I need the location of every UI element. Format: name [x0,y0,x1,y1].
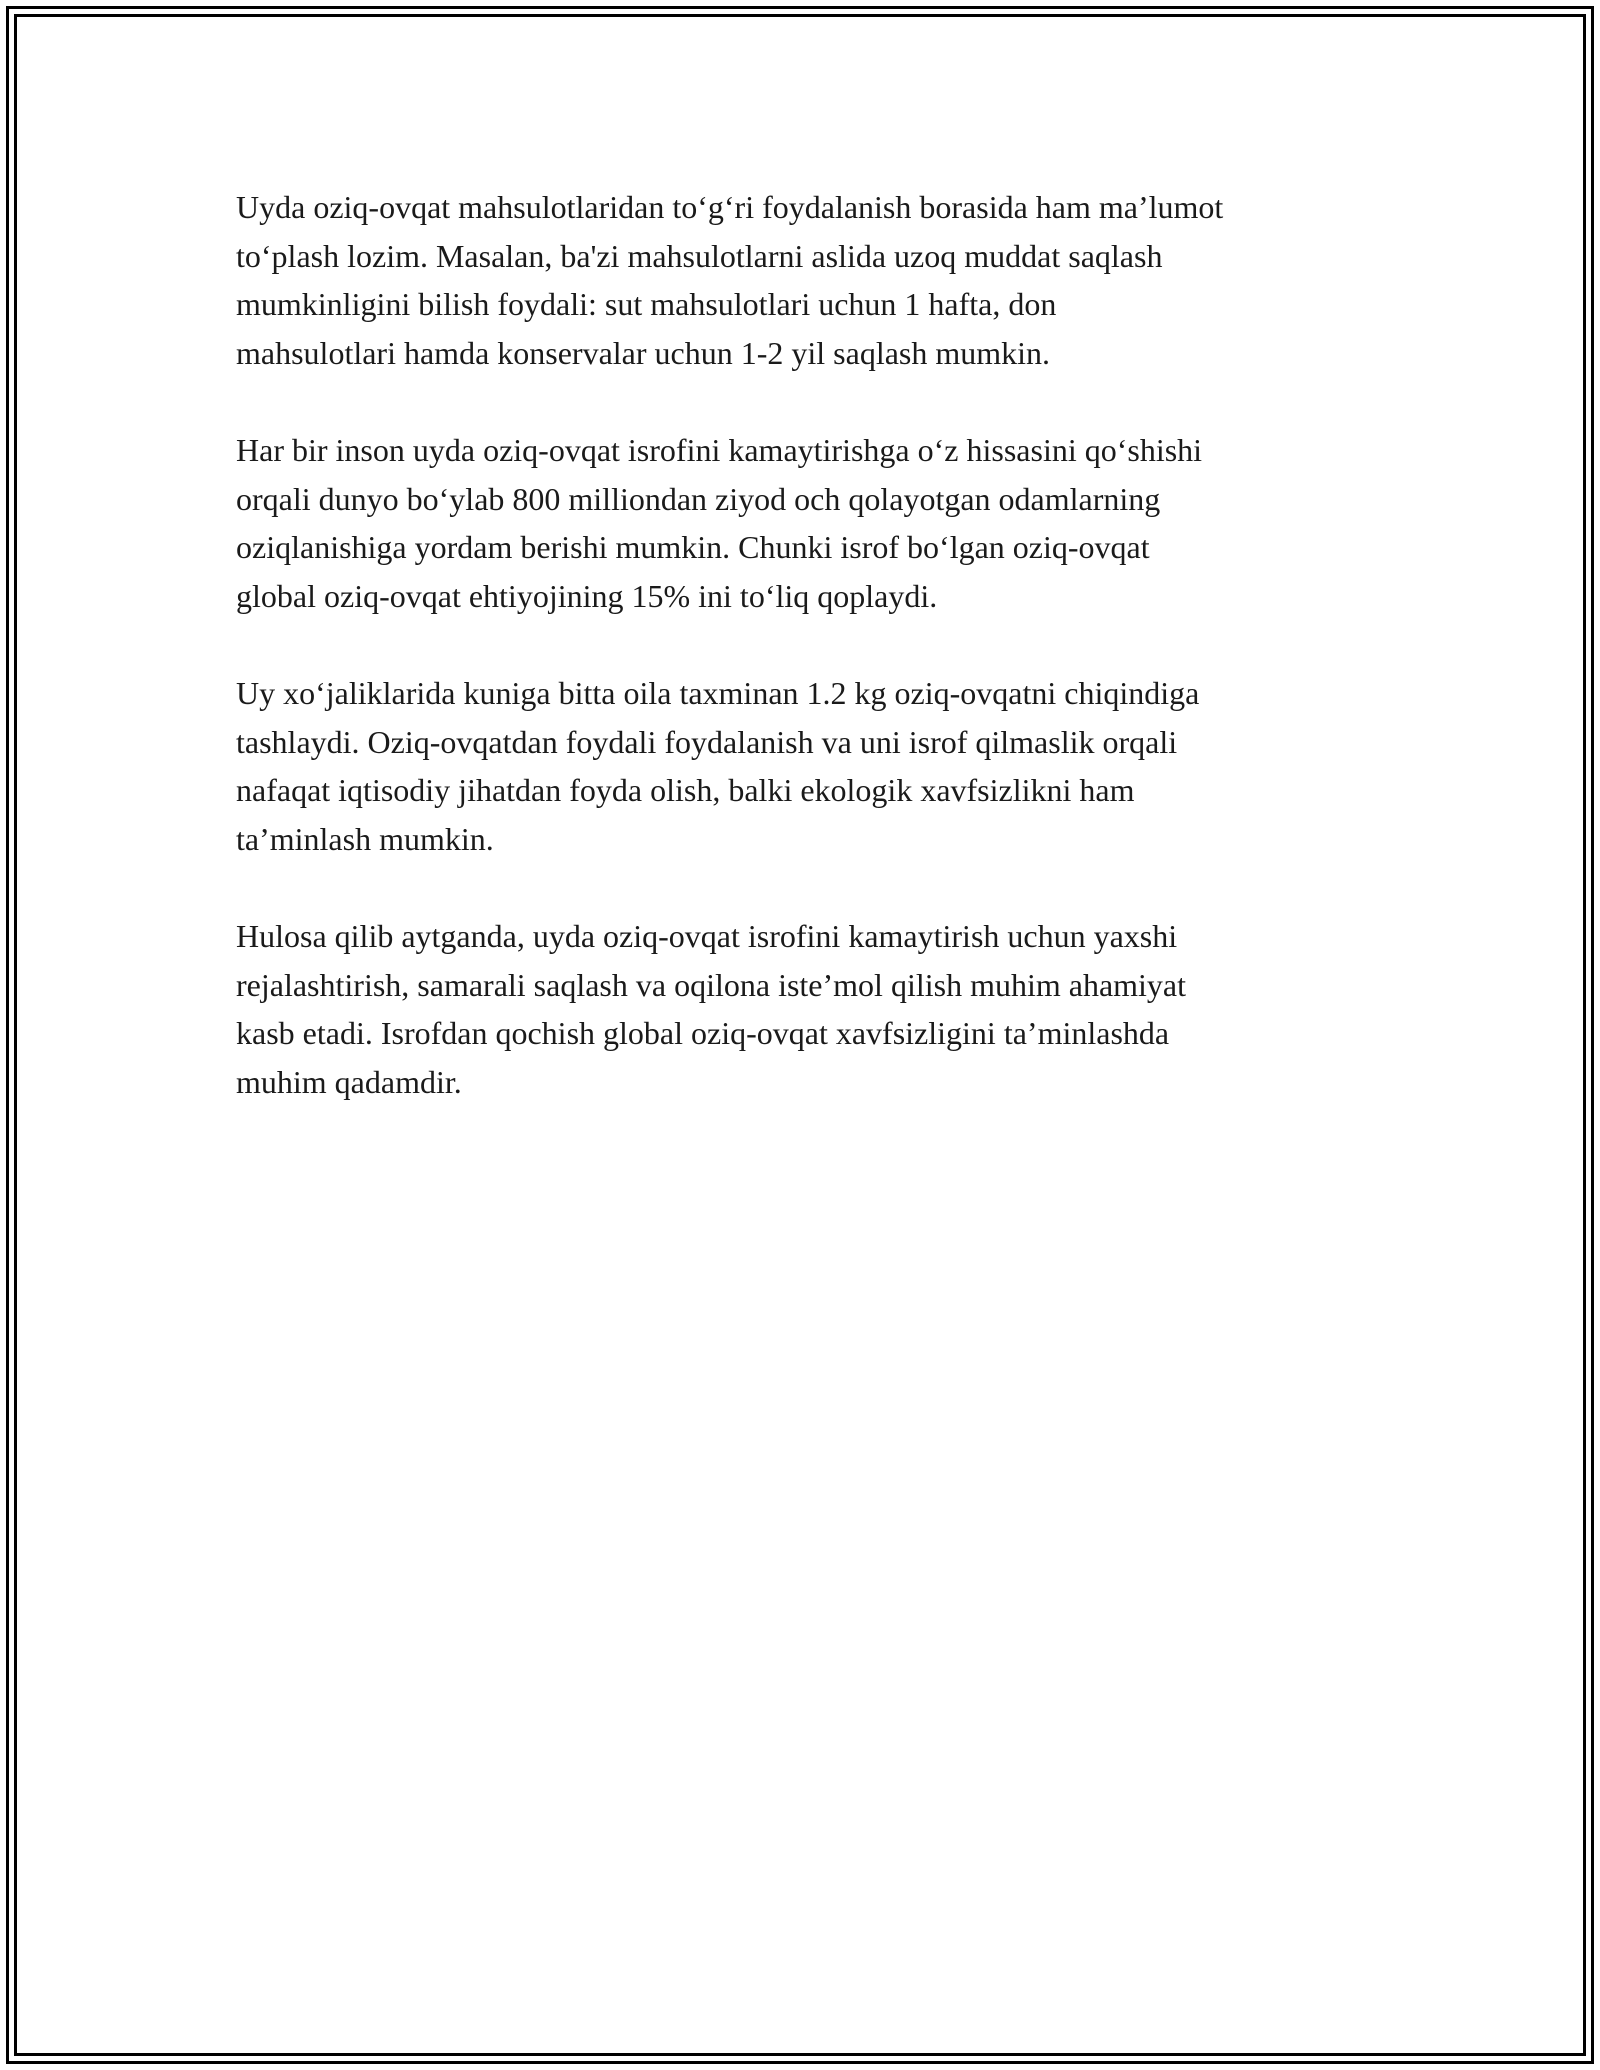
paragraph-line: oziqlanishiga yordam berishi mumkin. Chunki isrof bo‘lgan oziq-ovqat [236,529,1150,565]
paragraph-line: Uy xo‘jaliklarida kuniga bitta oila taxminan 1.2 kg oziq-ovqatni chiqindiga [236,675,1200,711]
paragraph-line: mumkinligini bilish foydali: sut mahsulotlari uchun 1 hafta, don [236,286,1057,322]
paragraph-line: muhim qadamdir. [236,1063,462,1100]
paragraph-line: to‘plash lozim. Masalan, ba'zi mahsulotlarni aslida uzoq muddat saqlash [236,237,1163,274]
paragraph-line: ta’minlash mumkin. [236,820,494,857]
paragraph-1 [236,183,1386,377]
paragraph-line: nafaqat iqtisodiy jihatdan foyda olish, balki ekologik xavfsizlikni ham [236,772,1135,808]
paragraph-line: rejalashtirish, samarali saqlash va oqilona iste’mol qilish muhim ahamiyat [236,966,1187,1003]
paragraph-line: tashlaydi. Oziq-ovqatdan foydali foydalanish va uni isrof qilmaslik orqali [236,723,1178,760]
paragraph-line: Uyda oziq-ovqat mahsulotlaridan to‘g‘ri foydalanish borasida ham ma’lumot [236,189,1224,225]
paragraph-line: mahsulotlari hamda konservalar uchun 1-2 yil saqlash mumkin. [236,334,1051,371]
paragraph-line: orqali dunyo bo‘ylab 800 milliondan ziyod och qolayotgan odamlarning [236,480,1161,517]
paragraph-line: global oziq-ovqat ehtiyojining 15% ini to‘liq qoplaydi. [236,577,938,614]
paragraph-4 [236,912,1386,1106]
paragraph-3 [236,669,1386,863]
paragraph-line: Hulosa qilib aytganda, uyda oziq-ovqat isrofini kamaytirish uchun yaxshi [236,918,1178,954]
document-body [236,183,1386,1155]
paragraph-2 [236,426,1386,620]
paragraph-line: Har bir inson uyda oziq-ovqat isrofini kamaytirishga o‘z hissasini qo‘shishi [236,432,1203,468]
paragraph-line: kasb etadi. Isrofdan qochish global oziq-ovqat xavfsizligini ta’minlashda [236,1015,1170,1051]
